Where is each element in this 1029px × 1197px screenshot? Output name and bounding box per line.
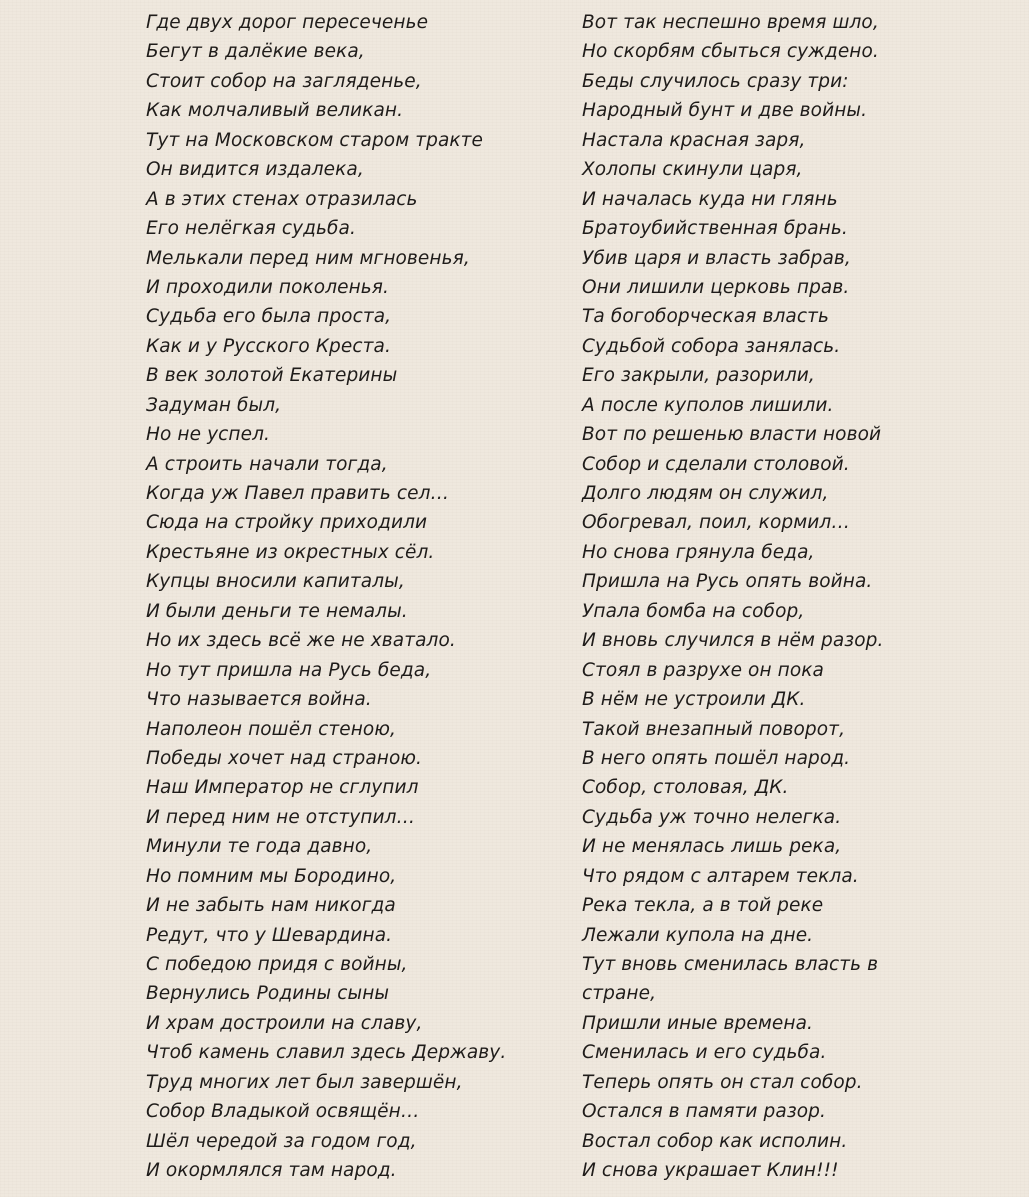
- poem-line: Но снова грянула беда,: [582, 541, 815, 563]
- poem-line: Тут на Московском старом тракте: [146, 129, 484, 151]
- poem-line: Стоял в разрухе он пока: [582, 659, 824, 681]
- poem-right-column: [582, 8, 902, 1186]
- poem-line: Собор Владыкой освящён…: [146, 1101, 420, 1123]
- poem-line: Мелькали перед ним мгновенья,: [146, 247, 470, 269]
- poem-line: Но не успел.: [146, 424, 270, 446]
- poem-line: И началась куда ни глянь: [582, 188, 838, 210]
- poem-line: В век золотой Екатерины: [146, 365, 398, 387]
- poem-line: Минули те года давно,: [146, 836, 373, 858]
- poem-line: И окормлялся там народ.: [146, 1160, 397, 1182]
- poem-line: С победою придя с войны,: [146, 954, 408, 975]
- poem-line: И не менялась лишь река,: [582, 836, 842, 858]
- poem-line: Как молчаливый великан.: [146, 100, 404, 122]
- poem-line: Остался в памяти разор.: [582, 1101, 826, 1123]
- poem-line: Вернулись Родины сыны: [146, 983, 390, 1005]
- poem-line: А строить начали тогда,: [146, 453, 388, 475]
- poem-line: Настала красная заря,: [582, 129, 806, 151]
- poem-left-column: [146, 8, 546, 1186]
- poem-line: Задуман был,: [146, 394, 282, 416]
- poem-line: Востал собор как исполин.: [582, 1130, 848, 1152]
- poem-line: В нём не устроили ДК.: [582, 689, 806, 711]
- poem-line: Но скорбям сбыться суждено.: [582, 41, 879, 63]
- poem-line: Долго людям он служил,: [582, 483, 829, 504]
- poem-line: Такой внезапный поворот,: [582, 718, 846, 740]
- poem-line: И проходили поколенья.: [146, 276, 390, 298]
- poem-line: И перед ним не отступил…: [146, 806, 416, 828]
- poem-line: Он видится издалека,: [146, 159, 364, 181]
- poem-line: Холопы скинули царя,: [582, 159, 803, 181]
- poem-line: И вновь случился в нём разор.: [582, 630, 884, 652]
- poem-line: Собор, столовая, ДК.: [582, 777, 789, 799]
- poem-line: Сюда на стройку приходили: [146, 512, 428, 534]
- poem-line: Но их здесь всё же не хватало.: [146, 630, 456, 652]
- poem-line: В него опять пошёл народ.: [582, 747, 851, 769]
- poem-line: Сменилась и его судьба.: [582, 1042, 827, 1064]
- poem-line: Теперь опять он стал собор.: [582, 1071, 863, 1093]
- poem-line: Когда уж Павел править сел…: [146, 483, 450, 504]
- poem-line: Судьбой собора занялась.: [582, 335, 841, 357]
- poem-line: И не забыть нам никогда: [146, 895, 396, 917]
- poem-line: Как и у Русского Креста.: [146, 335, 391, 357]
- poem-line: Братоубийственная брань.: [582, 218, 848, 240]
- poem-line: Народный бунт и две войны.: [582, 100, 868, 122]
- poem-line: А в этих стенах отразилась: [146, 188, 418, 210]
- poem-line: Тут вновь сменилась власть в стране,: [582, 954, 879, 1005]
- poem-line: Крестьяне из окрестных сёл.: [146, 541, 435, 563]
- poem-line: Стоит собор на загляденье,: [146, 70, 422, 92]
- poem-line: Чтоб камень славил здесь Державу.: [146, 1042, 507, 1064]
- poem-line: И храм достроили на славу,: [146, 1012, 423, 1034]
- poem-line: Но тут пришла на Русь беда,: [146, 659, 432, 681]
- poem-line: И снова украшает Клин!!!: [582, 1160, 839, 1182]
- poem-line: Редут, что у Шевардина.: [146, 924, 393, 946]
- poem-line: Наш Император не сглупил: [146, 777, 419, 799]
- poem-line: Что называется война.: [146, 689, 372, 711]
- poem-line: Беды случилось сразу три:: [582, 70, 849, 92]
- poem-line: Что рядом с алтарем текла.: [582, 865, 859, 887]
- poem-line: Наполеон пошёл стеною,: [146, 718, 396, 740]
- poem-line: Убив царя и власть забрав,: [582, 247, 851, 269]
- poem-line: Бегут в далёкие века,: [146, 41, 365, 63]
- poem-line: Обогревал, поил, кормил…: [582, 512, 850, 534]
- poem-line: Лежали купола на дне.: [582, 924, 814, 946]
- poem-line: Пришла на Русь опять война.: [582, 571, 873, 593]
- poem-line: Судьба уж точно нелегка.: [582, 806, 842, 828]
- poem-line: Вот так неспешно время шло,: [582, 12, 879, 33]
- poem-line: Купцы вносили капиталы,: [146, 571, 405, 593]
- poem-line: Река текла, а в той реке: [582, 895, 824, 917]
- poem-line: А после куполов лишили.: [582, 394, 834, 416]
- poem-line: Пришли иные времена.: [582, 1012, 814, 1034]
- poem-line: Вот по решенью власти новой: [582, 424, 882, 446]
- poem-line: Труд многих лет был завершён,: [146, 1071, 463, 1093]
- poem-line: Та богоборческая власть: [582, 306, 829, 328]
- poem-line: Они лишили церковь прав.: [582, 276, 850, 298]
- poem-line: Собор и сделали столовой.: [582, 453, 850, 475]
- poem-line: Упала бомба на собор,: [582, 600, 805, 622]
- poem-line: Победы хочет над страною.: [146, 747, 423, 769]
- poem-line: И были деньги те немалы.: [146, 600, 408, 622]
- poem-line: Его нелёгкая судьба.: [146, 218, 356, 240]
- poem-line: Его закрыли, разорили,: [582, 365, 815, 387]
- poem-line: Где двух дорог пересеченье: [146, 12, 429, 33]
- poem-line: Шёл чередой за годом год,: [146, 1130, 417, 1152]
- poem-line: Но помним мы Бородино,: [146, 865, 397, 887]
- poem-line: Судьба его была проста,: [146, 306, 392, 328]
